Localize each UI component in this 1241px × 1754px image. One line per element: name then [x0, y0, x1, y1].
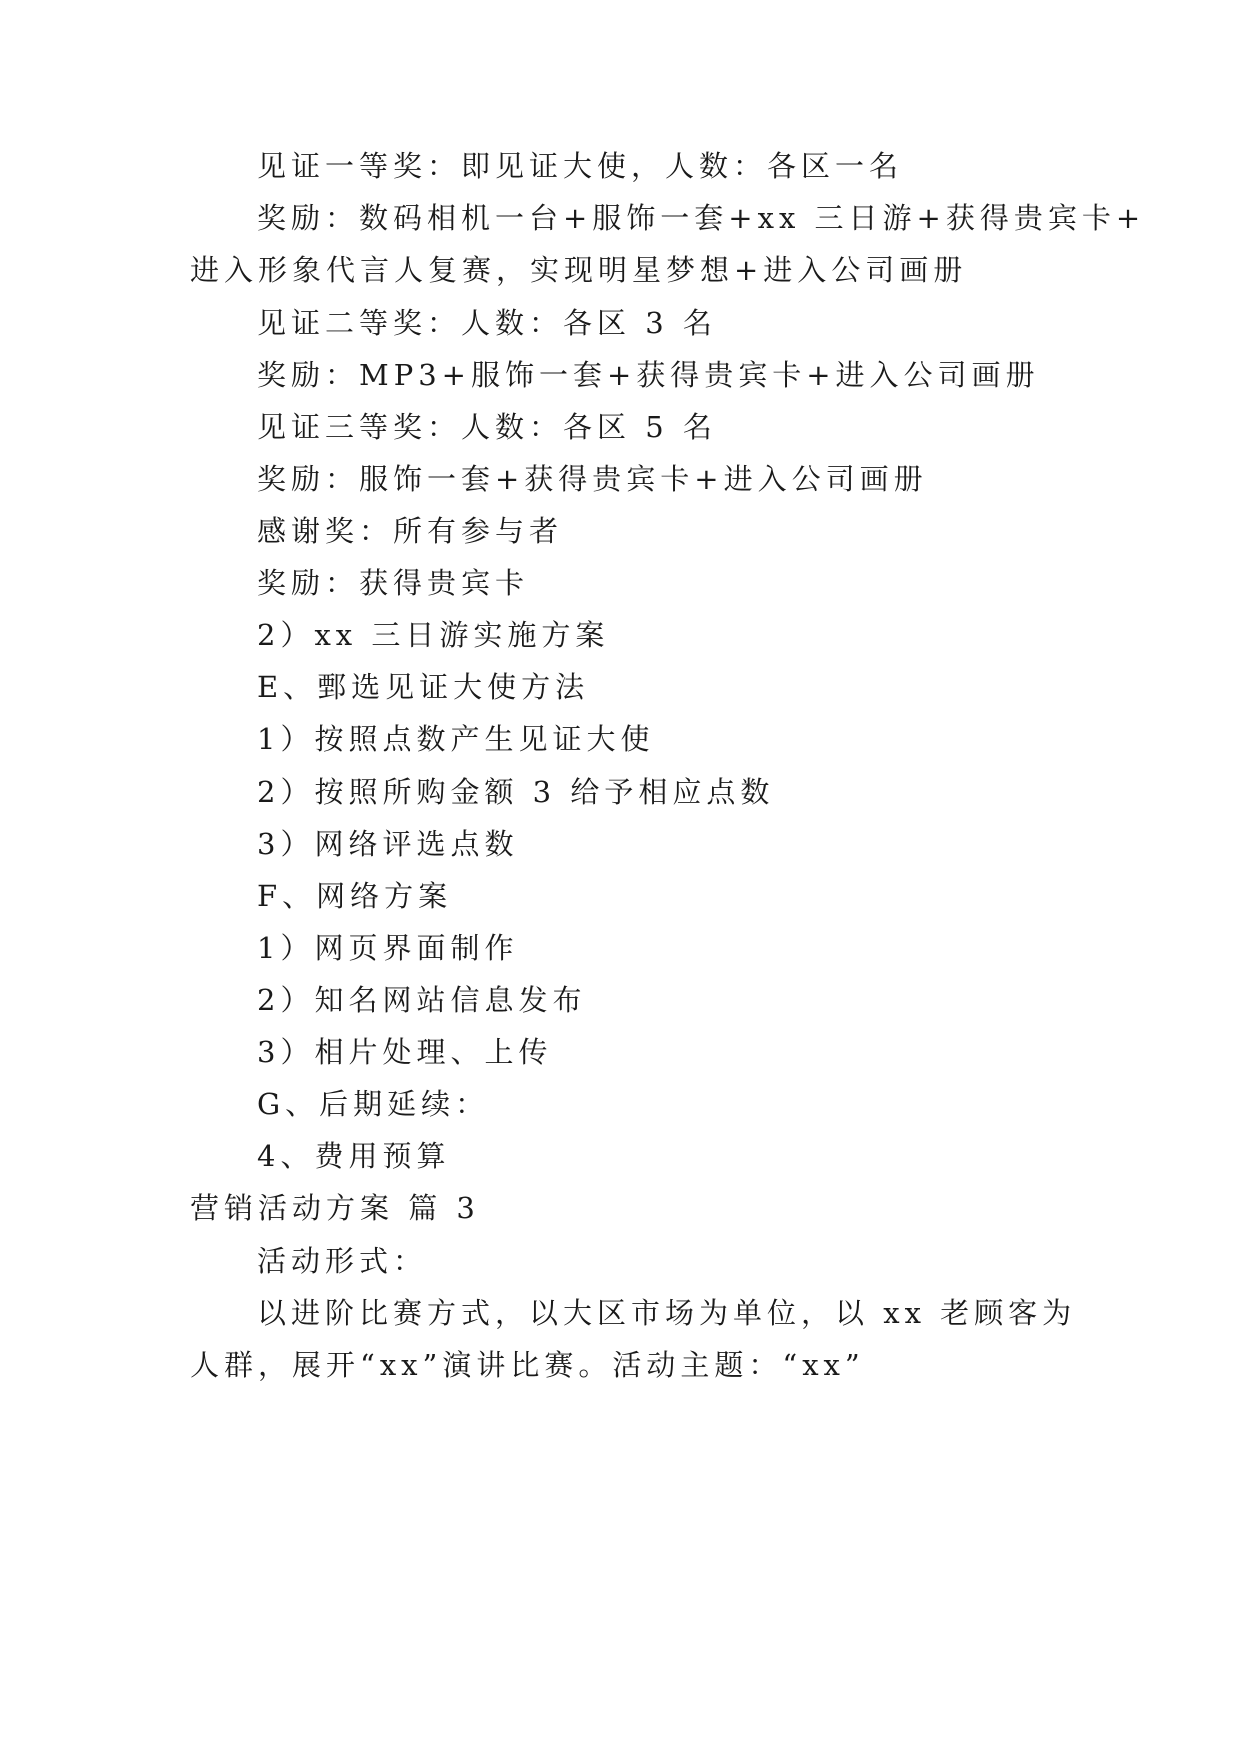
list-item: 2）知名网站信息发布 — [257, 983, 587, 1017]
paragraph-line: 见证三等奖：人数：各区 5 名 — [257, 410, 717, 444]
list-item: 3）网络评选点数 — [257, 827, 519, 861]
list-item: 2）按照所购金额 3 给予相应点数 — [257, 775, 775, 809]
paragraph-line: 奖励：服饰一套+获得贵宾卡+进入公司画册 — [257, 462, 928, 496]
section-heading: F、网络方案 — [257, 879, 453, 913]
article-title: 营销活动方案 篇 3 — [190, 1191, 480, 1225]
section-heading: 4、费用预算 — [257, 1139, 451, 1173]
paragraph-line: 见证二等奖：人数：各区 3 名 — [257, 306, 717, 340]
paragraph-line: 以进阶比赛方式，以大区市场为单位，以 xx 老顾客为 — [257, 1296, 1077, 1330]
paragraph-line: 奖励：MP3+服饰一套+获得贵宾卡+进入公司画册 — [257, 358, 1040, 392]
section-heading: E、鄄选见证大使方法 — [257, 670, 590, 704]
section-heading: G、后期延续： — [257, 1087, 490, 1121]
paragraph-line: 人群，展开“xx”演讲比赛。活动主题：“xx” — [190, 1348, 865, 1382]
paragraph-line: 奖励：获得贵宾卡 — [257, 566, 530, 600]
list-item: 1）按照点数产生见证大使 — [257, 722, 655, 756]
paragraph-line: 2）xx 三日游实施方案 — [257, 618, 610, 652]
list-item: 1）网页界面制作 — [257, 931, 519, 965]
paragraph-line: 奖励：数码相机一台+服饰一套+xx 三日游+获得贵宾卡+ — [257, 201, 1146, 235]
paragraph-line: 见证一等奖：即见证大使，人数：各区一名 — [257, 149, 904, 183]
paragraph-line: 感谢奖：所有参与者 — [257, 514, 564, 548]
paragraph-line: 活动形式： — [257, 1244, 428, 1278]
paragraph-line: 进入形象代言人复赛，实现明星梦想+进入公司画册 — [190, 253, 968, 287]
list-item: 3）相片处理、上传 — [257, 1035, 553, 1069]
